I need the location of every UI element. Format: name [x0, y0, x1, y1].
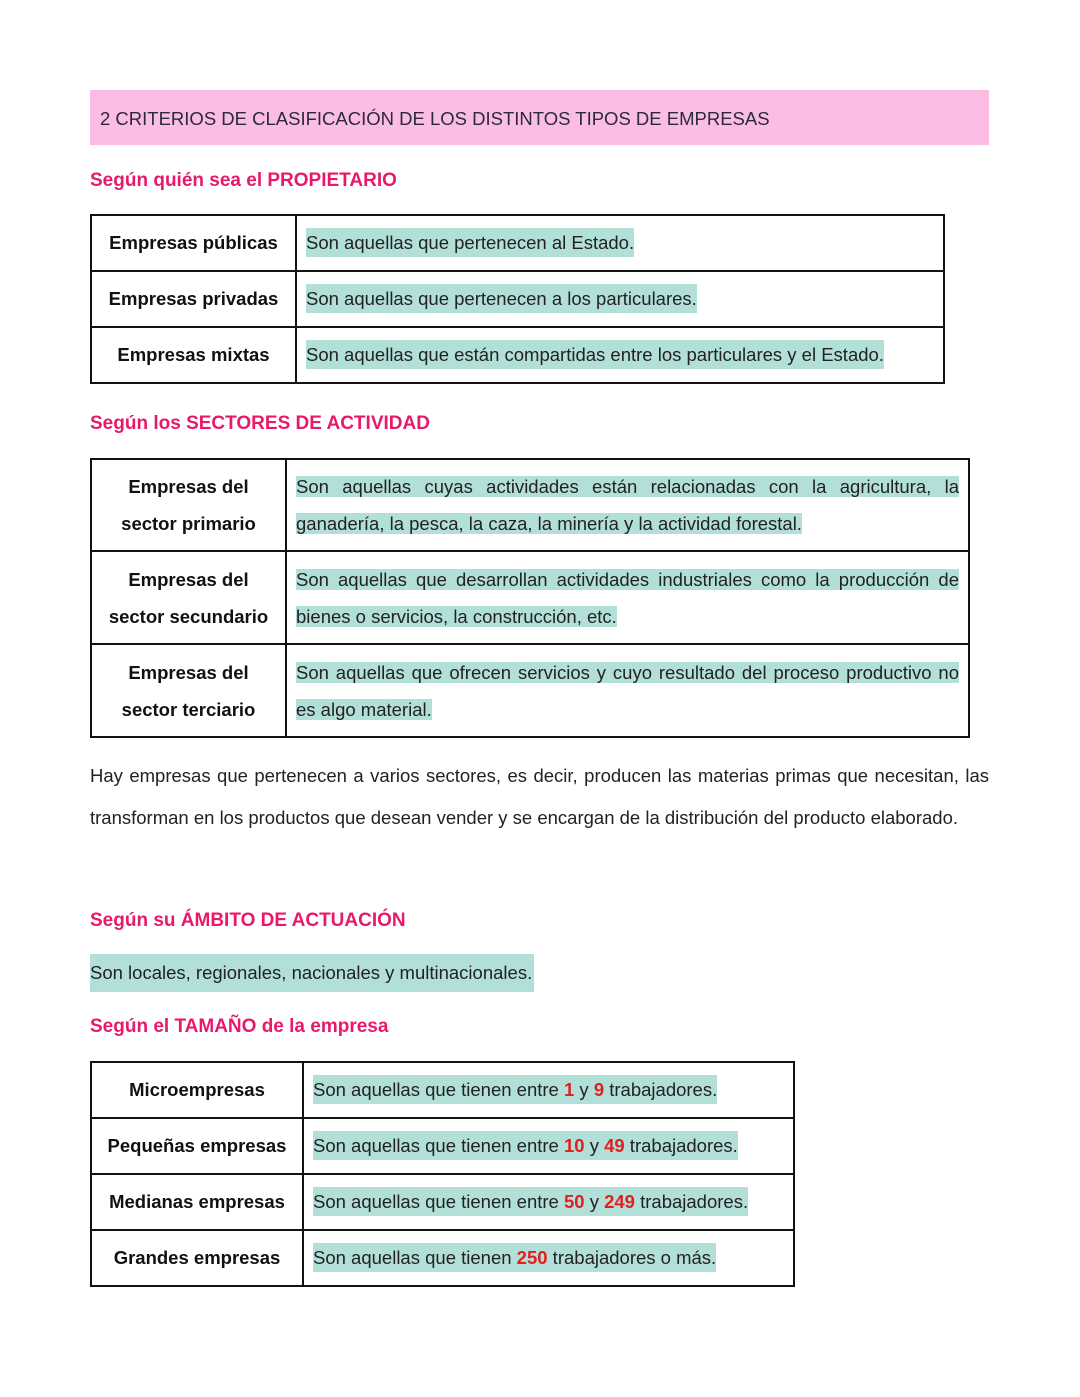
row-label: Microempresas — [91, 1062, 303, 1118]
heading-sectores: Según los SECTORES DE ACTIVIDAD — [90, 413, 430, 434]
table-row — [91, 1118, 794, 1174]
row-value: Son aquellas que tienen 250 trabajadores o más. — [303, 1230, 794, 1286]
section-title: 2 CRITERIOS DE CLASIFICACIÓN DE LOS DISTINTOS TIPOS DE EMPRESAS — [90, 90, 989, 145]
row-label: Medianas empresas — [91, 1174, 303, 1230]
table-propietario — [90, 214, 945, 384]
table-row — [91, 644, 969, 737]
table-row — [91, 1062, 794, 1118]
row-value: Son aquellas que pertenecen al Estado. — [306, 228, 634, 257]
row-value: Son aquellas que desarrollan actividades industriales como la producción de bienes o servicios, la construcción, etc. — [296, 568, 959, 627]
table-row — [91, 327, 944, 383]
sectores-note: Hay empresas que pertenecen a varios sectores, es decir, producen las materias primas que necesitan, las transforman en los productos que desean vender y se encargan de la distribución del producto elaborado. — [90, 765, 989, 828]
table-tamano — [90, 1061, 795, 1287]
heading-ambito: Según su ÁMBITO DE ACTUACIÓN — [90, 910, 406, 931]
table-row — [91, 1230, 794, 1286]
table-row — [91, 1174, 794, 1230]
table-row — [91, 459, 969, 551]
row-label: Grandes empresas — [91, 1230, 303, 1286]
row-label: Empresas del sector terciario — [91, 644, 286, 737]
row-value: Son aquellas que ofrecen servicios y cuyo resultado del proceso productivo no es algo material. — [296, 661, 959, 720]
row-value: Son aquellas que tienen entre 10 y 49 trabajadores. — [303, 1118, 794, 1174]
table-row — [91, 215, 944, 271]
table-row — [91, 551, 969, 644]
row-value: Son aquellas que tienen entre 50 y 249 trabajadores. — [303, 1174, 794, 1230]
heading-tamano: Según el TAMAÑO de la empresa — [90, 1016, 389, 1037]
row-value: Son aquellas que están compartidas entre los particulares y el Estado. — [306, 340, 884, 369]
table-sectores — [90, 458, 970, 738]
heading-propietario: Según quién sea el PROPIETARIO — [90, 170, 397, 191]
table-row — [91, 271, 944, 327]
row-value: Son aquellas que pertenecen a los particulares. — [306, 284, 697, 313]
row-label: Empresas públicas — [91, 215, 296, 271]
ambito-text: Son locales, regionales, nacionales y multinacionales. — [90, 954, 534, 992]
row-label: Empresas privadas — [91, 271, 296, 327]
row-value: Son aquellas que tienen entre 1 y 9 trabajadores. — [303, 1062, 794, 1118]
row-value: Son aquellas cuyas actividades están relacionadas con la agricultura, la ganadería, la pesca, la caza, la minería y la actividad forestal. — [296, 476, 959, 534]
row-label: Empresas del sector secundario — [91, 551, 286, 644]
row-label: Empresas del sector primario — [91, 459, 286, 551]
row-label: Pequeñas empresas — [91, 1118, 303, 1174]
row-label: Empresas mixtas — [91, 327, 296, 383]
